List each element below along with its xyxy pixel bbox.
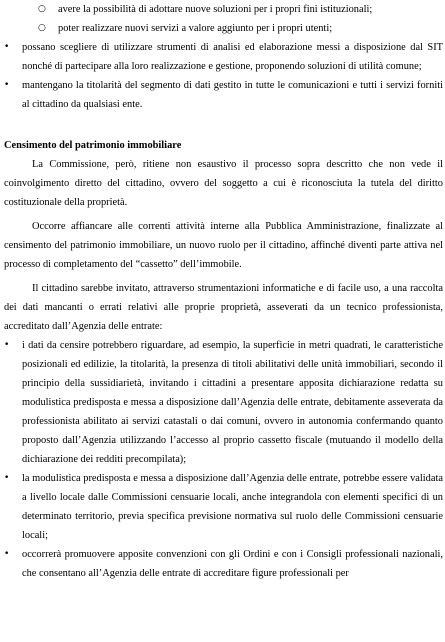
paragraph: Il cittadino sarebbe invitato, attraverso strumentazioni informatiche e di facile uso, a una raccolta dei dati mancanti o errati relativi alle proprie proprietà, asseverati da un tecnico professionista, accreditato dall’Agenzia delle entrate: [4, 283, 443, 332]
sub-bullet-list [4, 0, 443, 38]
top-bullet-list [4, 38, 443, 114]
bullet-dot-icon: • [4, 80, 10, 90]
bullet-item: • occorrerà promuovere apposite convenzioni con gli Ordini e con i Consigli professionali nazionali, che consentano all’Agenzia delle entrate di accreditare figure professionali per [4, 545, 443, 583]
bullet-item: • mantengano la titolarità del segmento di dati gestito in tutte le comunicazioni e tutti i servizi forniti al cittadino da qualsiasi ente. [4, 76, 443, 114]
bullet-dot-icon: • [4, 549, 10, 559]
sub-bullet-item: ○ avere la possibilità di adottare nuove soluzioni per i propri fini istituzionali; [4, 0, 443, 19]
bullet-item: • la modulistica predisposta e messa a disposizione dall’Agenzia delle entrate, potrebbe essere validata a livello locale dalle Commissioni censuarie locali, anche integrandola con elementi specifici di un determinato territorio, previa specifica previsione normativa sul ruolo delle Commissioni censuarie locali; [4, 469, 443, 545]
circle-bullet-icon: ○ [38, 4, 46, 14]
section-bullet-list [4, 336, 443, 583]
section-heading: Censimento del patrimonio immobiliare [4, 140, 182, 151]
paragraph: La Commissione, però, ritiene non esaustivo il processo sopra descritto che non vede il coinvolgimento diretto del cittadino, ovvero del soggetto a cui è riconosciuta la tutela del diritto costituzionale della proprietà. [4, 159, 443, 208]
bullet-dot-icon: • [4, 42, 10, 52]
bullet-item: • i dati da censire potrebbero riguardare, ad esempio, la superficie in metri quadrati, le caratteristiche posizionali ed edilizie, la titolarità, la presenza di titoli abilitativi delle unità immobiliari, secondo il principio della sussidiarietà, invitando i cittadini a presentare apposita dichiarazione redatta su modulistica predisposta e messa a disposizione dall’Agenzia delle entrate, debitamente asseverata da professionista abilitato ai servizi catastali o dai comuni, ovvero in autonomia confermando quanto proposto dall’Agenzia utilizzando l’accesso al proprio cassetto fiscale (mutuando il modello della dichiarazione dei redditi precompilata); [4, 336, 443, 469]
bullet-item: • possano scegliere di utilizzare strumenti di analisi ed elaborazione messi a disposizione dal SIT nonché di partecipare alla loro realizzazione e gestione, proponendo soluzioni di utilità comune; [4, 38, 443, 76]
bullet-dot-icon: • [4, 340, 10, 350]
sub-bullet-item: ○ poter realizzare nuovi servizi a valore aggiunto per i propri utenti; [4, 19, 443, 38]
bullet-dot-icon: • [4, 473, 10, 483]
circle-bullet-icon: ○ [38, 23, 46, 33]
paragraph: Occorre affiancare alle correnti attività interne alla Pubblica Amministrazione, finalizzate al censimento del patrimonio immobiliare, un nuovo ruolo per il cittadino, affinché diventi parte attiva nel processo di completamento del “cassetto” dell’immobile. [4, 221, 443, 270]
